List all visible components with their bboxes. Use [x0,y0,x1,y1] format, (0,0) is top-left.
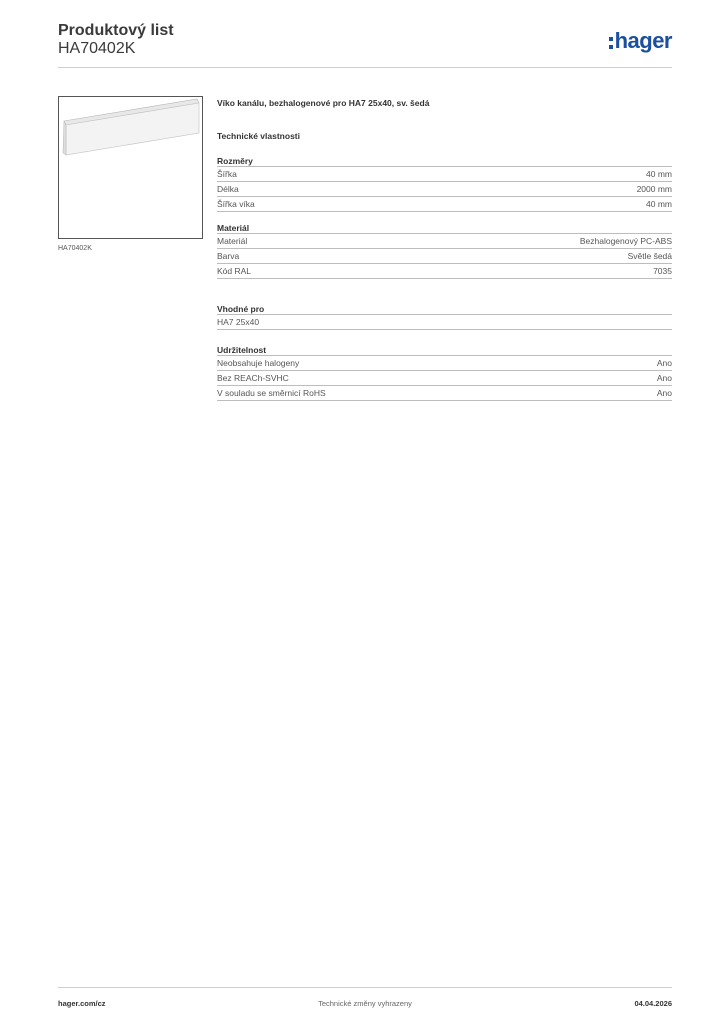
spec-row [217,386,672,401]
spec-row [217,249,672,264]
group-material [217,222,672,279]
group-title: Udržitelnost [217,344,672,356]
page-title: Produktový list [58,22,174,39]
spec-row [217,167,672,182]
spec-row [217,234,672,249]
product-details [217,97,672,401]
spec-label: V souladu se směrnicí RoHS [217,388,326,398]
spec-value: Ano [656,388,672,398]
group-title: Vhodné pro [217,303,672,315]
group-title: Rozměry [217,155,672,167]
spec-label: HA7 25x40 [217,317,260,327]
spec-value: Ano [656,373,672,383]
spec-value: 2000 mm [636,184,672,194]
group-dimensions [217,155,672,212]
spec-row [217,197,672,212]
spec-row [217,356,672,371]
spec-value: Světle šedá [627,251,672,261]
spec-row [217,371,672,386]
spec-label: Délka [217,184,239,194]
group-title: Materiál [217,222,672,234]
page-header [58,21,672,68]
website-link[interactable]: hager.com/cz [58,999,106,1008]
product-image [58,96,203,239]
spec-label: Bez REACh-SVHC [217,373,289,383]
image-caption: HA70402K [58,245,92,252]
spec-row [217,182,672,197]
product-title: Víko kanálu, bezhalogenové pro HA7 25x40, sv. šedá [217,98,430,108]
logo-mark-icon [609,37,613,49]
cover-profile-illustration [59,97,202,238]
spec-label: Šířka [217,169,237,179]
spec-label: Kód RAL [217,266,252,276]
hager-logo [609,29,672,53]
spec-label: Barva [217,251,240,261]
spec-label: Neobsahuje halogeny [217,358,300,368]
spec-row [217,315,672,330]
footer-note: Technické změny vyhrazeny [318,999,412,1008]
group-sustainability [217,344,672,401]
technical-properties-heading: Technické vlastnosti [217,131,300,141]
footer-date: 04.04.2026 [634,999,672,1008]
page-footer [58,987,672,1009]
logo-text: hager [614,28,672,53]
product-code: HA70402K [58,40,136,57]
group-suitable-for [217,303,672,330]
spec-row [217,264,672,279]
spec-value: 40 mm [646,199,672,209]
spec-label: Šířka víka [217,199,255,209]
spec-value: 40 mm [646,169,672,179]
spec-label: Materiál [217,236,248,246]
spec-value: 7035 [653,266,672,276]
spec-value: Bezhalogenový PC-ABS [579,236,672,246]
spec-value: Ano [656,358,672,368]
